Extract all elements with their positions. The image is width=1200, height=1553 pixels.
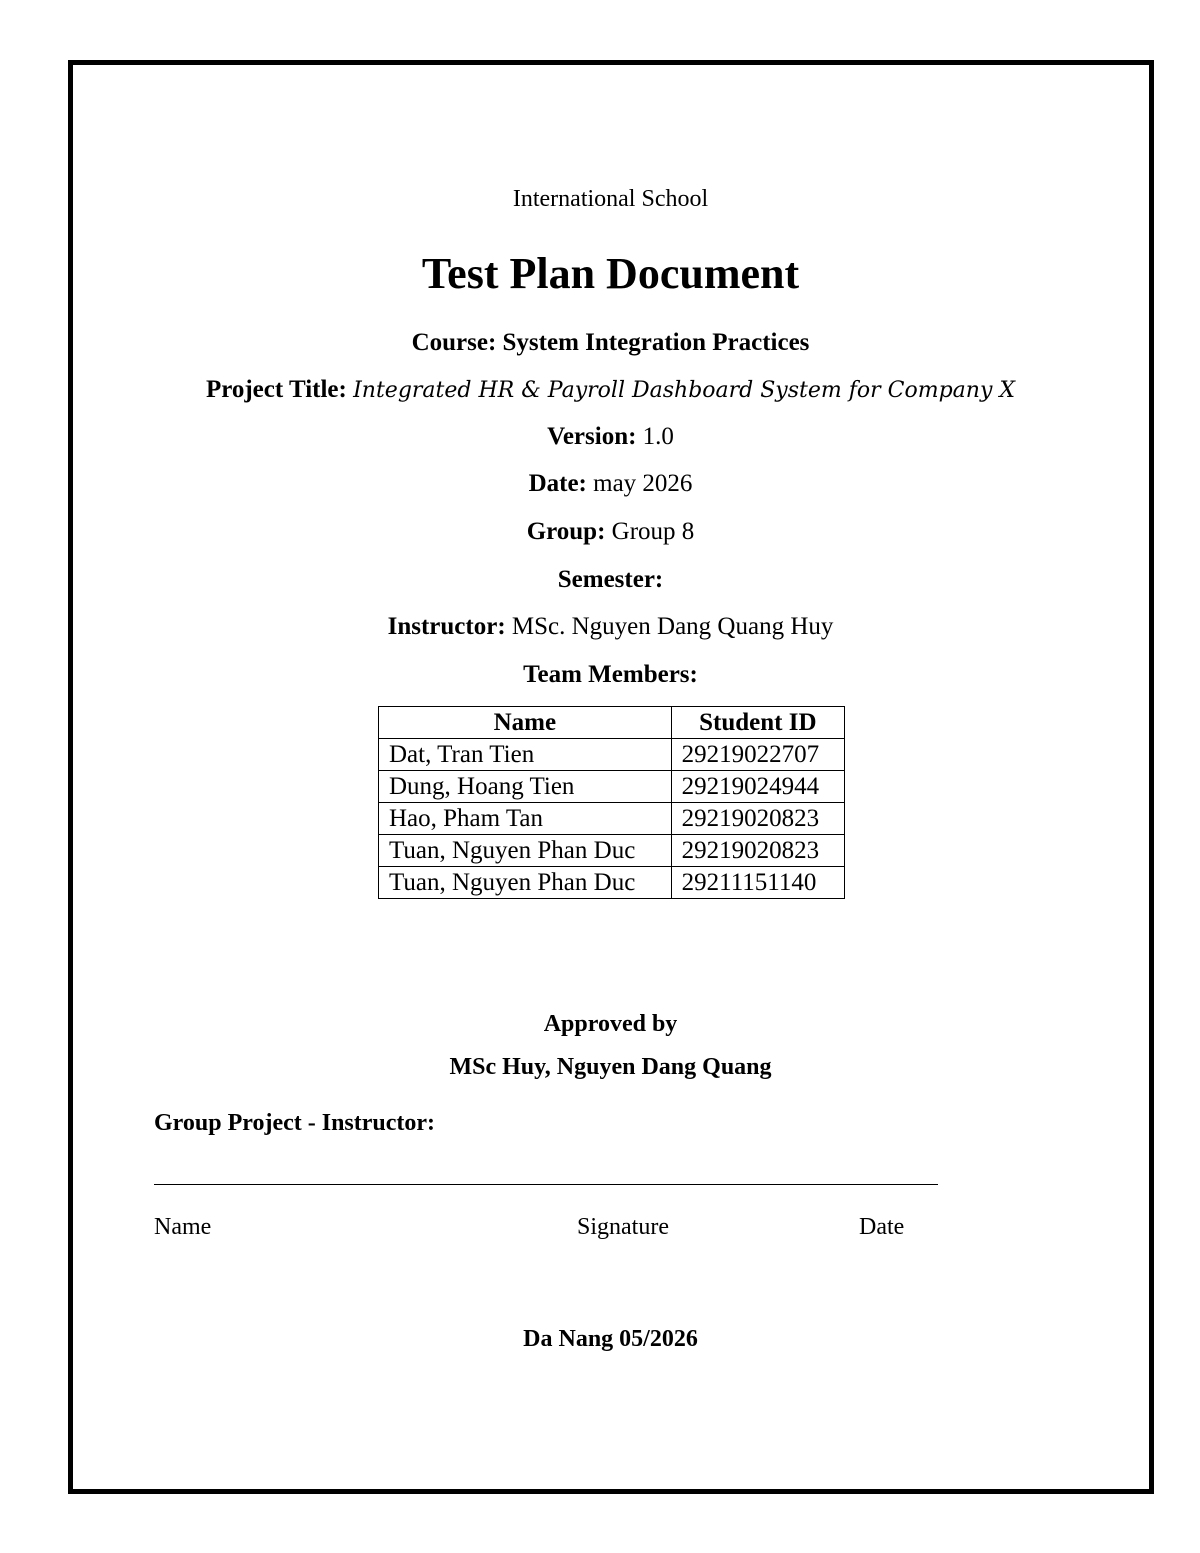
- column-header-name: Name: [379, 707, 672, 739]
- date-value: may 2026: [593, 470, 693, 497]
- project-title-label: Project Title:: [205, 376, 347, 403]
- member-name: Tuan, Nguyen Phan Duc: [379, 867, 672, 899]
- signature-date-caption: Date: [859, 1214, 905, 1240]
- table-row: [379, 867, 845, 899]
- group-value: Group 8: [611, 518, 695, 545]
- member-name: Dat, Tran Tien: [379, 739, 672, 771]
- signature-signature-caption: Signature: [577, 1214, 669, 1240]
- member-name: Tuan, Nguyen Phan Duc: [379, 835, 672, 867]
- version-value: 1.0: [642, 423, 674, 450]
- table-row: [379, 739, 845, 771]
- group-label: Group:: [526, 518, 606, 545]
- table-row: [379, 771, 845, 803]
- instructor-line: [0, 613, 1200, 641]
- semester-line: [0, 566, 1200, 594]
- date-label: Date:: [528, 470, 587, 497]
- date-line: [0, 470, 1200, 498]
- table-row: [379, 835, 845, 867]
- member-student-id: 29211151140: [671, 867, 844, 899]
- document-title: Test Plan Document: [421, 249, 800, 298]
- version-label: Version:: [547, 423, 637, 450]
- column-header-student-id: Student ID: [671, 707, 844, 739]
- member-student-id: 29219024944: [671, 771, 844, 803]
- member-student-id: 29219020823: [671, 835, 844, 867]
- semester-label: Semester:: [557, 566, 664, 593]
- course-line: Course: System Integration Practices: [411, 329, 810, 356]
- instructor-value: MSc. Nguyen Dang Quang Huy: [511, 613, 834, 640]
- version-line: [0, 423, 1200, 451]
- group-line: [0, 518, 1200, 546]
- school-name: International School: [512, 186, 709, 212]
- place-and-date: Da Nang 05/2026: [523, 1326, 698, 1352]
- team-members-heading: Team Members:: [523, 661, 698, 688]
- team-members-table: [378, 706, 845, 899]
- table-header-row: [379, 707, 845, 739]
- approved-by-label: Approved by: [543, 1011, 678, 1037]
- signature-line: [154, 1184, 938, 1185]
- instructor-label: Instructor:: [387, 613, 506, 640]
- member-name: Hao, Pham Tan: [379, 803, 672, 835]
- member-student-id: 29219022707: [671, 739, 844, 771]
- approver-name: MSc Huy, Nguyen Dang Quang: [449, 1054, 772, 1080]
- group-project-instructor-label: Group Project - Instructor:: [154, 1110, 436, 1136]
- member-name: Dung, Hoang Tien: [379, 771, 672, 803]
- project-title-line: [0, 376, 1200, 404]
- table-row: [379, 803, 845, 835]
- member-student-id: 29219020823: [671, 803, 844, 835]
- signature-name-caption: Name: [154, 1214, 212, 1240]
- project-title-value: Integrated HR & Payroll Dashboard System for Company X: [353, 378, 1016, 403]
